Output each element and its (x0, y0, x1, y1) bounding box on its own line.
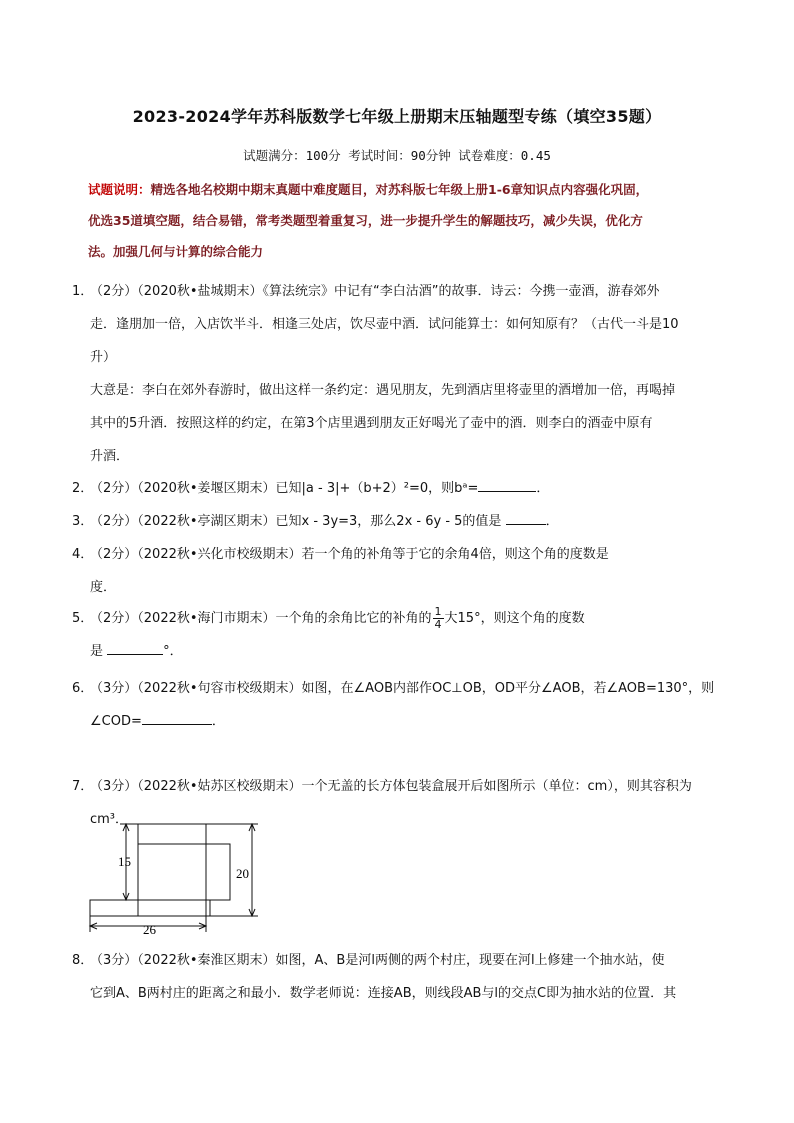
description-label: 试题说明： (88, 182, 151, 197)
exam-meta: 试题满分：100分 考试时间：90分钟 试卷难度：0.45 (243, 148, 551, 163)
question-text: （2分）（2020秋•盐城期末）《算法统宗》中记有“李白沽酒”的故事．诗云：今携一壶酒，游春郊外 (90, 284, 660, 299)
question-text: （2分）（2022秋•兴化市校级期末）若一个角的补角等于它的余角4倍，则这个角的度数是 (90, 547, 609, 562)
question-6: 6． （3分）（2022秋•句容市校级期末）如图，在∠AOB内部作OC⊥OB，OD平分∠AOB，若∠AOB=130°，则 ∠COD= ． (72, 672, 724, 738)
answer-blank[interactable] (107, 640, 163, 655)
question-number: 8． (72, 953, 94, 968)
question-text: （3分）（2022秋•姑苏区校级期末）一个无盖的长方体包装盒展开后如图所示（单位：cm），则其容积为 (90, 779, 692, 794)
question-number: 3． (72, 514, 94, 529)
exam-description (88, 174, 708, 267)
description-line-3: 法。加强几何与计算的综合能力 (88, 244, 264, 259)
label-right: 20 (236, 866, 249, 881)
box-net-figure (86, 820, 276, 940)
label-left: 15 (118, 854, 131, 869)
fraction: $\frac{1}{4}$ (434, 605, 442, 631)
net-main-rect (138, 824, 206, 916)
answer-blank[interactable] (478, 477, 536, 492)
question-text: cm³． (90, 812, 129, 827)
question-number: 1． (72, 284, 94, 299)
answer-blank[interactable] (142, 710, 212, 725)
question-3: 3． （2分）（2022秋•亭湖区期末）已知x - 3y=3，那么2x - 6y - 5的值是 ． (72, 505, 724, 538)
page-title: 2023-2024学年苏科版数学七年级上册期末压轴题型专练（填空35题） (132, 107, 662, 126)
net-bottom-rect (90, 900, 210, 916)
net-side-rect (138, 844, 230, 900)
answer-blank[interactable] (506, 510, 546, 525)
question-number: 5． (72, 611, 94, 626)
question-number: 6． (72, 681, 94, 696)
question-text: （3分）（2022秋•句容市校级期末）如图，在∠AOB内部作OC⊥OB，OD平分∠AOB，若∠AOB=130°，则 (90, 681, 715, 696)
description-line-1: 试题说明：精选各地名校期中期末真题中难度题目，对苏科版七年级上册1-6章知识点内容强化巩固， (88, 182, 649, 197)
question-text: （3分）（2022秋•秦淮区期末）如图，A、B是河l两侧的两个村庄，现要在河l上修建一个抽水站，使 (90, 953, 665, 968)
question-text: 其中的5升酒．按照这样的约定，在第3个店里遇到朋友正好喝光了壶中的酒．则李白的酒壶中原有 (90, 416, 653, 431)
question-text: 走．逢朋加一倍，入店饮半斗．相逢三处店，饮尽壶中酒．试问能算士：如何知原有？（古代一斗是10 (90, 317, 679, 332)
question-text: 度． (90, 580, 117, 595)
question-text: 它到A、B两村庄的距离之和最小．数学老师说：连接AB，则线段AB与l的交点C即为抽水站的位置．其 (90, 986, 677, 1001)
question-text: 升） (90, 350, 117, 365)
question-text: 升酒． (90, 449, 130, 464)
question-text: 大意是：李白在郊外春游时，做出这样一条约定：遇见朋友，先到酒店里将壶里的酒增加一倍，再喝掉 (90, 383, 676, 398)
question-number: 7． (72, 779, 94, 794)
question-4 (72, 538, 724, 604)
question-5: 5． （2分）（2022秋•海门市期末）一个角的余角比它的补角的 $\frac{1}{4}$ 大15°，则这个角的度数 是 °． (72, 602, 724, 668)
question-number: 4． (72, 547, 94, 562)
question-2: 2． （2分）（2020秋•姜堰区期末）已知|a - 3|+（b+2）²=0，则bᵃ= ． (72, 472, 724, 505)
description-line-2: 优选35道填空题，结合易错，常考类题型着重复习，进一步提升学生的解题技巧，减少失误，优化方 (88, 213, 643, 228)
label-bottom: 26 (143, 922, 156, 937)
question-8 (72, 944, 724, 1010)
question-1 (72, 275, 724, 374)
question-number: 2． (72, 481, 94, 496)
question-1-explanation (90, 374, 730, 473)
